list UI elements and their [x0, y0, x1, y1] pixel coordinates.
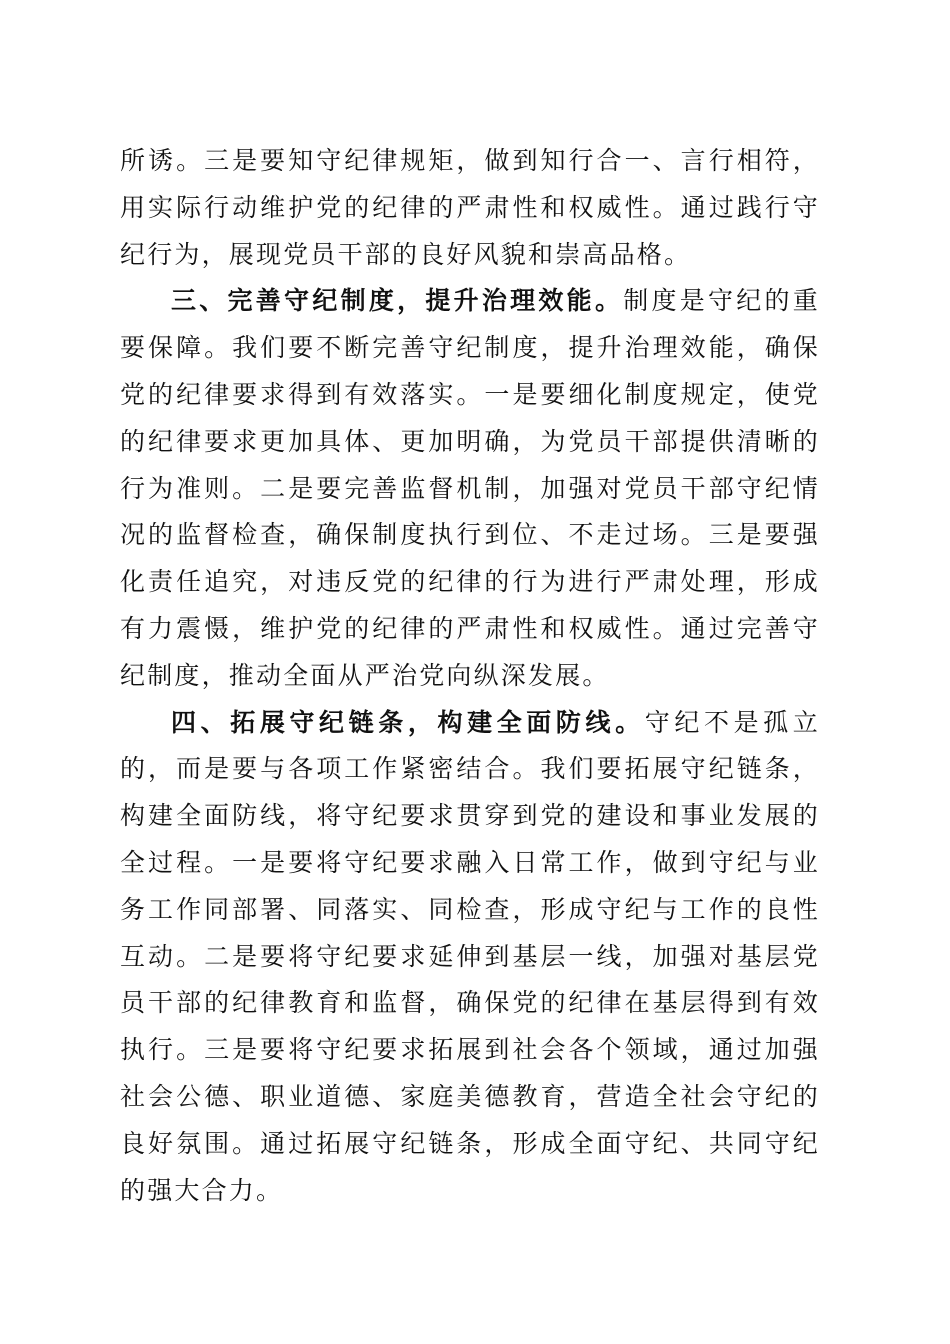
section-heading-three: 三、完善守纪制度，提升治理效能。 [171, 286, 624, 316]
paragraph-body: 所诱。三是要知守纪律规矩，做到知行合一、言行相符，用实际行动维护党的纪律的严肃性和权威性。通过践行守纪行为，展现党员干部的良好风貌和崇高品格。 [120, 146, 820, 269]
paragraph-section-three [120, 278, 820, 699]
paragraph-section-four [120, 700, 820, 1215]
paragraph-body: 守纪不是孤立的，而是要与各项工作紧密结合。我们要拓展守纪链条，构建全面防线，将守纪要求贯穿到党的建设和事业发展的全过程。一是要将守纪要求融入日常工作，做到守纪与业务工作同部署、同落实、同检查，形成守纪与工作的良性互动。二是要将守纪要求延伸到基层一线，加强对基层党员干部的纪律教育和监督，确保党的纪律在基层得到有效执行。三是要将守纪要求拓展到社会各个领域，通过加强社会公德、职业道德、家庭美德教育，营造全社会守纪的良好氛围。通过拓展守纪链条，形成全面守纪、共同守纪的强大合力。 [120, 707, 820, 1205]
document-page [120, 138, 820, 1214]
section-heading-four: 四、拓展守纪链条，构建全面防线。 [171, 707, 645, 737]
paragraph-body: 制度是守纪的重要保障。我们要不断完善守纪制度，提升治理效能，确保党的纪律要求得到有效落实。一是要细化制度规定，使党的纪律要求更加具体、更加明确，为党员干部提供清晰的行为准则。二是要完善监督机制，加强对党员干部守纪情况的监督检查，确保制度执行到位、不走过场。三是要强化责任追究，对违反党的纪律的行为进行严肃处理，形成有力震慑，维护党的纪律的严肃性和权威性。通过完善守纪制度，推动全面从严治党向纵深发展。 [120, 286, 820, 690]
paragraph-continuation [120, 138, 820, 278]
